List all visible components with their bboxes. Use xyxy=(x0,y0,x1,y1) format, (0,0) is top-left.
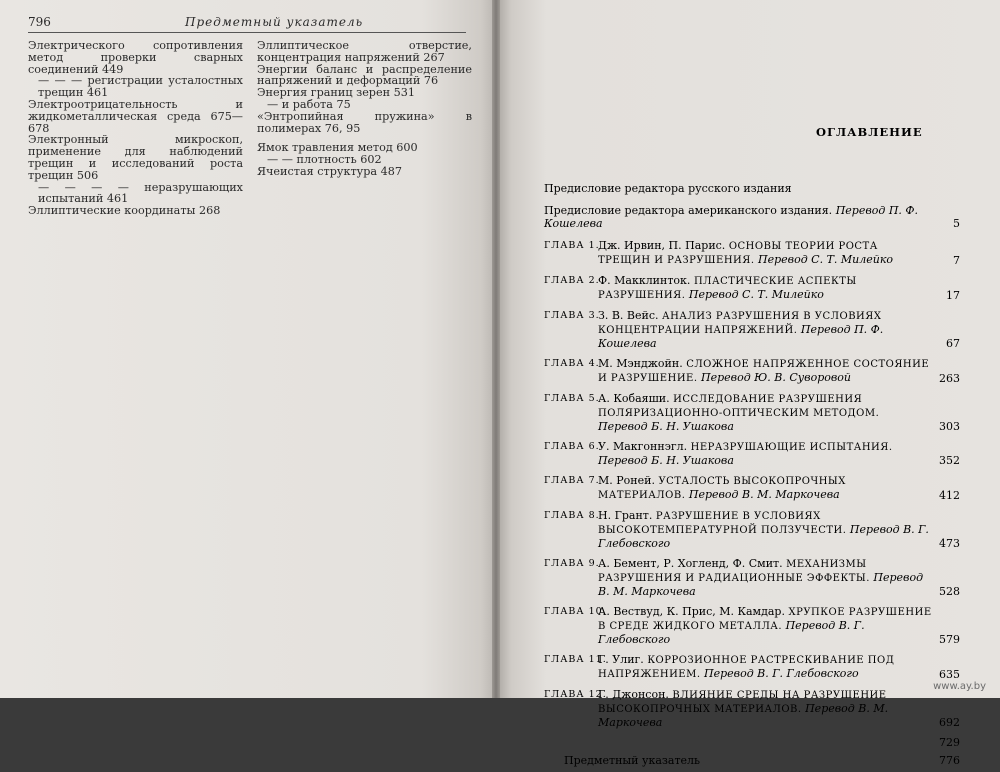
translator-credit: Перевод В. М. Маркочева xyxy=(688,488,840,501)
chapter-label: ГЛАВА 8. xyxy=(544,510,600,521)
chapter-label: ГЛАВА 4. xyxy=(544,358,600,369)
book-gutter xyxy=(492,0,500,698)
chapter-label: ГЛАВА 10. xyxy=(544,606,607,617)
preface-title: Предисловие редактора американского издания. xyxy=(544,204,833,217)
chapter-authors: Н. Грант. xyxy=(598,509,653,522)
chapter-authors: Г. Улиг. xyxy=(598,653,644,666)
chapter-title: ПЛАСТИЧЕСКИЕ АСПЕКТЫ РАЗРУШЕНИЯ. xyxy=(598,276,857,301)
chapter-title: НЕРАЗРУШАЮЩИЕ ИСПЫТАНИЯ. xyxy=(690,442,893,453)
index-entry: Эллиптическое отверстие, концентрация напряжений 267 xyxy=(257,39,472,64)
translator-credit: Перевод В. Г. Глебовского xyxy=(598,619,865,646)
translator-credit: Перевод Ю. В. Суворовой xyxy=(701,371,851,384)
translator-credit: Перевод П. Ф. Кошелева xyxy=(598,323,884,350)
index-entry: «Энтропийная пружина» в полимерах 76, 95 xyxy=(257,109,472,135)
toc-page-number: 263 xyxy=(939,372,960,385)
chapter-authors: Г. Джонсон. xyxy=(598,688,669,701)
chapter-authors: А. Бемент, Р. Хогленд, Ф. Смит. xyxy=(598,557,783,570)
toc-page-number: 352 xyxy=(939,454,960,467)
toc-trailing-page-number xyxy=(544,736,962,749)
toc-page-number: 5 xyxy=(953,217,960,230)
toc-page-number: 412 xyxy=(939,489,960,502)
chapter-authors: У. Макгоннэгл. xyxy=(598,440,688,453)
index-column-1 xyxy=(28,40,243,217)
chapter-title: ИССЛЕДОВАНИЕ РАЗРУШЕНИЯ ПОЛЯРИЗАЦИОННО-ОПТИЧЕСКИМ МЕТОДОМ. xyxy=(598,394,880,419)
translator-credit: Перевод В. М. Маркочева xyxy=(598,702,889,729)
chapter-label: ГЛАВА 1. xyxy=(544,240,600,251)
chapter-title: КОРРОЗИОННОЕ РАСТРЕСКИВАНИЕ ПОД НАПРЯЖЕНИЕМ. xyxy=(598,655,895,680)
toc-page-number: 67 xyxy=(946,337,960,350)
chapter-authors: М. Мэнджойн. xyxy=(598,357,683,370)
chapter-title: УСТАЛОСТЬ ВЫСОКОПРОЧНЫХ МАТЕРИАЛОВ. xyxy=(598,476,846,501)
toc-page-number: 776 xyxy=(939,754,960,767)
translator-credit: Перевод П. Ф. Кошелева xyxy=(544,204,919,230)
chapter-authors: М. Роней. xyxy=(598,474,655,487)
toc-chapter-entry xyxy=(544,474,962,502)
toc-page-number: 303 xyxy=(939,420,960,433)
chapter-title: ХРУПКОЕ РАЗРУШЕНИЕ В СРЕДЕ ЖИДКОГО МЕТАЛЛА. xyxy=(598,607,932,632)
chapter-label: ГЛАВА 11. xyxy=(544,654,607,665)
toc-page-number: 473 xyxy=(939,537,960,550)
chapter-title: МЕХАНИЗМЫ РАЗРУШЕНИЯ И РАДИАЦИОННЫЕ ЭФФЕКТЫ. xyxy=(598,559,870,584)
toc-chapter-entry xyxy=(544,357,962,385)
index-title: Предметный указатель xyxy=(564,754,701,767)
page-number: 796 xyxy=(28,15,51,29)
toc-page-number: 692 xyxy=(939,716,960,729)
toc-chapter-entry xyxy=(544,274,962,302)
chapter-authors: Дж. Ирвин, П. Парис. xyxy=(598,239,726,252)
toc-page-number: 635 xyxy=(939,668,960,681)
running-head xyxy=(28,14,466,33)
toc-chapter-entry xyxy=(544,309,962,350)
index-entry: — — — — неразрушающих испытаний 461 xyxy=(38,180,243,206)
left-page xyxy=(0,0,496,698)
toc-chapter-entry xyxy=(544,239,962,267)
table-of-contents xyxy=(544,182,962,772)
index-entry: Энергии баланс и распределение напряжений и деформаций 76 xyxy=(257,62,472,88)
chapter-title: РАЗРУШЕНИЕ В УСЛОВИЯХ ВЫСОКОТЕМПЕРАТУРНОЙ ПОЛЗУЧЕСТИ. xyxy=(598,511,847,536)
toc-chapter-entry xyxy=(544,605,962,646)
toc-chapter-entry xyxy=(544,557,962,598)
chapter-label: ГЛАВА 6. xyxy=(544,441,600,452)
index-entry: Электронный микроскоп, применение для наблюдений трещин и исследований роста трещин 506 xyxy=(28,133,243,182)
chapter-title: ОСНОВЫ ТЕОРИИ РОСТА ТРЕЩИН И РАЗРУШЕНИЯ. xyxy=(598,241,878,266)
index-entry: — — плотность 602 xyxy=(267,153,382,167)
chapter-label: ГЛАВА 9. xyxy=(544,558,600,569)
index-entry: Электрического сопротивления метод проверки сварных соединений 449 xyxy=(28,39,243,76)
toc-page-number: 528 xyxy=(939,585,960,598)
toc-heading: ОГЛАВЛЕНИЕ xyxy=(816,125,923,139)
toc-preface-entry xyxy=(544,204,962,230)
translator-credit: Перевод Б. Н. Ушакова xyxy=(598,454,734,467)
running-title: Предметный указатель xyxy=(185,15,364,29)
toc-chapter-entry xyxy=(544,392,962,433)
chapter-label: ГЛАВА 2. xyxy=(544,275,600,286)
toc-page-number: 579 xyxy=(939,633,960,646)
toc-chapter-entry xyxy=(544,653,962,681)
toc-page-number: 17 xyxy=(946,289,960,302)
preface-title: Предисловие редактора русского издания xyxy=(544,182,792,195)
chapter-title: ВЛИЯНИЕ СРЕДЫ НА РАЗРУШЕНИЕ ВЫСОКОПРОЧНЫХ МАТЕРИАЛОВ. xyxy=(598,690,887,715)
translator-credit: Перевод Б. Н. Ушакова xyxy=(598,420,734,433)
index-entry: Эллиптические координаты 268 xyxy=(28,204,221,218)
toc-index-entry xyxy=(544,754,962,767)
chapter-authors: А. Вествуд, К. Прис, М. Камдар. xyxy=(598,605,785,618)
translator-credit: Перевод В. М. Маркочева xyxy=(598,571,924,598)
index-entry: Электроотрицательность и жидкометаллическая среда 675—678 xyxy=(28,97,243,135)
toc-page-number: 729 xyxy=(939,736,960,749)
translator-credit: Перевод С. Т. Милейко xyxy=(688,288,824,301)
chapter-title: АНАЛИЗ РАЗРУШЕНИЯ В УСЛОВИЯХ КОНЦЕНТРАЦИИ НАПРЯЖЕНИЙ. xyxy=(598,311,882,336)
index-entry: — — — регистрации усталостных трещин 461 xyxy=(38,74,243,100)
chapter-authors: Ф. Макклинток. xyxy=(598,274,691,287)
translator-credit: Перевод С. Т. Милейко xyxy=(758,253,894,266)
chapter-authors: З. В. Вейс. xyxy=(598,309,659,322)
chapter-label: ГЛАВА 5. xyxy=(544,393,600,404)
chapter-title: СЛОЖНОЕ НАПРЯЖЕННОЕ СОСТОЯНИЕ И РАЗРУШЕНИЕ. xyxy=(598,359,930,384)
index-entry: Ячеистая структура 487 xyxy=(257,164,402,178)
chapter-label: ГЛАВА 12. xyxy=(544,689,607,700)
toc-preface-entry xyxy=(544,182,962,195)
watermark: www.ay.by xyxy=(933,681,986,692)
toc-page-number: 7 xyxy=(953,254,960,267)
index-entry: Ямок травления метод 600 xyxy=(257,141,418,155)
index-column-2 xyxy=(257,40,472,178)
translator-credit: Перевод В. Г. Глебовского xyxy=(704,667,859,680)
chapter-authors: А. Кобаяши. xyxy=(598,392,670,405)
toc-chapter-entry xyxy=(544,688,962,729)
index-entry: — и работа 75 xyxy=(267,97,351,111)
toc-chapter-entry xyxy=(544,509,962,550)
chapter-label: ГЛАВА 3. xyxy=(544,310,600,321)
chapter-label: ГЛАВА 7. xyxy=(544,475,600,486)
index-entry: Энергия границ зерен 531 xyxy=(257,86,415,100)
toc-chapter-entry xyxy=(544,440,962,467)
translator-credit: Перевод В. Г. Глебовского xyxy=(598,523,929,550)
